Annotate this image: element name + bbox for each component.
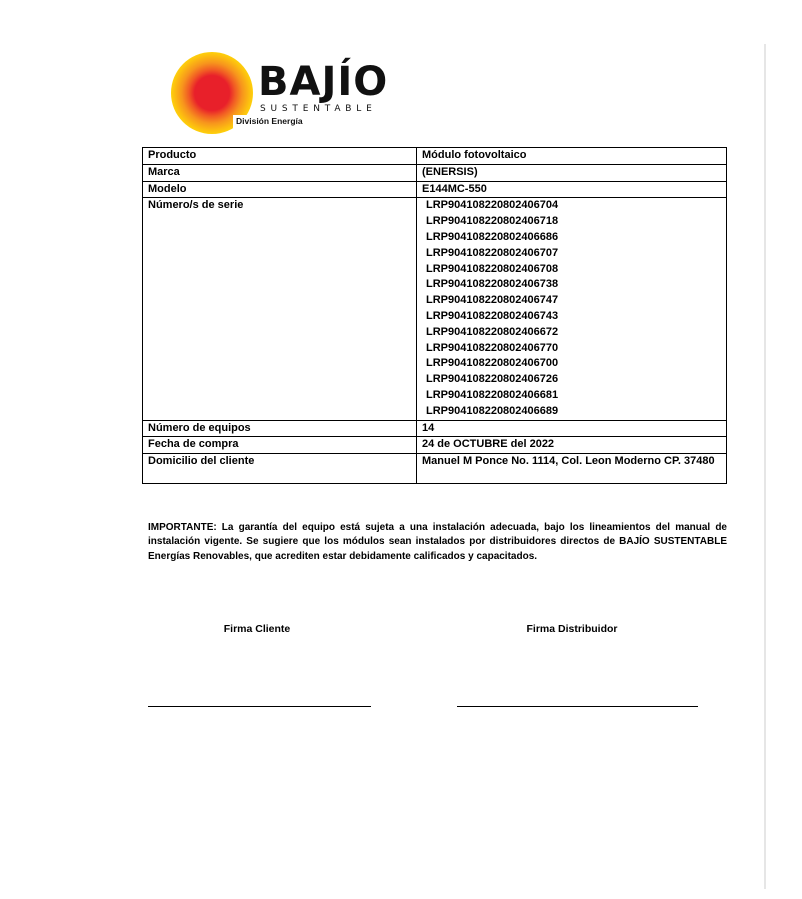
serial-number: LRP904108220802406700 <box>426 357 559 370</box>
serial-number: LRP904108220802406704 <box>426 199 559 212</box>
logo-tagline: SUSTENTABLE <box>260 104 377 114</box>
table-row-fecha <box>143 437 727 454</box>
serial-number: LRP904108220802406738 <box>426 278 559 291</box>
page-edge-divider <box>764 44 766 889</box>
client-signature-label: Firma Cliente <box>223 623 291 635</box>
logo-brand-name: BAJÍO <box>258 59 389 105</box>
table-row-serie <box>143 198 727 420</box>
product-info-table <box>142 147 727 484</box>
bajio-sustentable-logo <box>171 52 391 134</box>
fecha-value: 24 de OCTUBRE del 2022 <box>417 437 727 454</box>
producto-label: Producto <box>143 148 417 165</box>
marca-label: Marca <box>143 164 417 181</box>
distributor-signature-label: Firma Distribuidor <box>526 623 618 635</box>
marca-value: (ENERSIS) <box>417 164 727 181</box>
domicilio-text: Manuel M Ponce No. 1114, Col. Leon Moderno CP. 37480 <box>422 455 715 468</box>
serie-values <box>417 198 727 420</box>
serial-number: LRP904108220802406726 <box>426 373 559 386</box>
client-signature-line <box>148 706 371 707</box>
serial-number: LRP904108220802406718 <box>426 215 559 228</box>
table-row-equipos <box>143 420 727 437</box>
serial-number: LRP904108220802406708 <box>426 262 559 275</box>
domicilio-label: Domicilio del cliente <box>143 454 417 484</box>
logo-division: División Energía <box>233 115 306 128</box>
serial-number: LRP904108220802406686 <box>426 230 559 243</box>
serial-number: LRP904108220802406689 <box>426 404 559 417</box>
table-row-domicilio <box>143 454 727 484</box>
distributor-signature-line <box>457 706 698 707</box>
producto-value: Módulo fotovoltaico <box>417 148 727 165</box>
fecha-label: Fecha de compra <box>143 437 417 454</box>
domicilio-value <box>417 454 727 484</box>
table-row-marca <box>143 164 727 181</box>
serial-number: LRP904108220802406672 <box>426 325 559 338</box>
modelo-label: Modelo <box>143 181 417 198</box>
serial-number: LRP904108220802406747 <box>426 294 559 307</box>
equipos-label: Número de equipos <box>143 420 417 437</box>
serial-number: LRP904108220802406770 <box>426 341 559 354</box>
equipos-value: 14 <box>417 420 727 437</box>
serial-number-list <box>422 198 721 419</box>
important-notice: IMPORTANTE: La garantía del equipo está sujeta a una instalación adecuada, bajo los lineamientos del manual de instalación vigente. Se sugiere que los módulos sean instalados por distribuidores directos de BAJÍO SUSTENTABLE Energías Renovables, que acrediten estar debidamente calificados y capacitados. <box>148 522 727 562</box>
serial-number: LRP904108220802406681 <box>426 388 559 401</box>
table-row-modelo <box>143 181 727 198</box>
modelo-value: E144MC-550 <box>417 181 727 198</box>
serie-label: Número/s de serie <box>143 198 417 420</box>
serial-number: LRP904108220802406707 <box>426 246 559 259</box>
table-row-producto <box>143 148 727 165</box>
serial-number: LRP904108220802406743 <box>426 309 559 322</box>
